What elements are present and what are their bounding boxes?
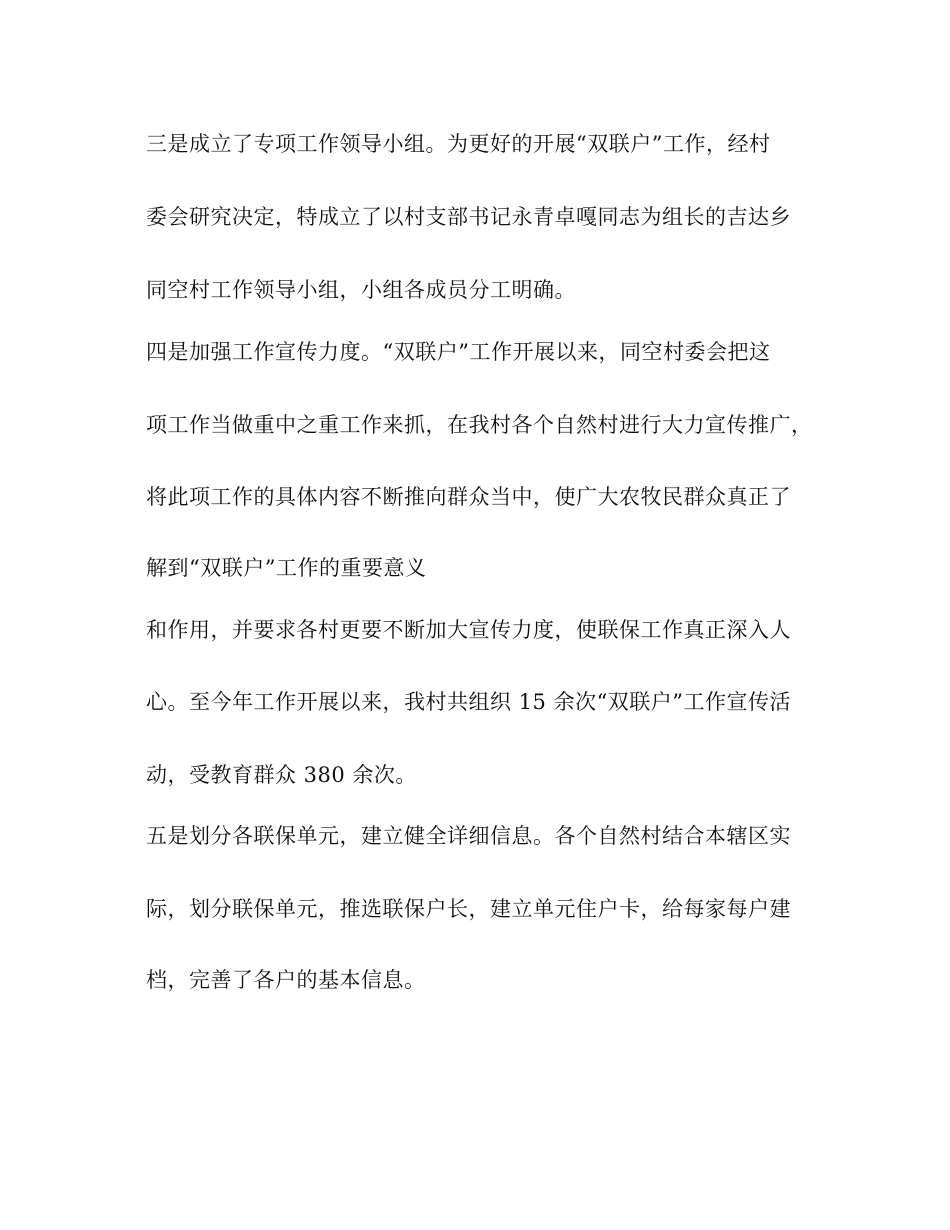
text-line: 委会研究决定，特成立了以村支部书记永青卓嘎同志为组长的吉达乡 (146, 205, 791, 229)
text-line: 同空村工作领导小组，小组各成员分工明确。 (146, 278, 576, 302)
text-line: 档，完善了各户的基本信息。 (146, 968, 426, 992)
text-line: 和作用，并要求各村更要不断加大宣传力度，使联保工作真正深入人 (146, 618, 791, 642)
text-line: 项工作当做重中之重工作来抓，在我村各个自然村进行大力宣传推广， (146, 413, 813, 437)
text-line: 心。至今年工作开展以来，我村共组织 15 余次“双联户”工作宣传活 (146, 690, 792, 714)
text-line: 五是划分各联保单元，建立健全详细信息。各个自然村结合本辖区实 (146, 824, 791, 848)
text-line: 解到“双联户”工作的重要意义 (146, 556, 427, 580)
text-line: 际，划分联保单元，推选联保户长，建立单元住户卡，给每家每户建 (146, 897, 791, 921)
text-line: 动，受教育群众 380 余次。 (146, 763, 417, 787)
text-line: 将此项工作的具体内容不断推向群众当中，使广大农牧民群众真正了 (146, 485, 791, 509)
text-line: 三是成立了专项工作领导小组。为更好的开展“双联户”工作，经村 (146, 132, 771, 156)
text-line: 四是加强工作宣传力度。“双联户”工作开展以来，同空村委会把这 (146, 340, 771, 364)
